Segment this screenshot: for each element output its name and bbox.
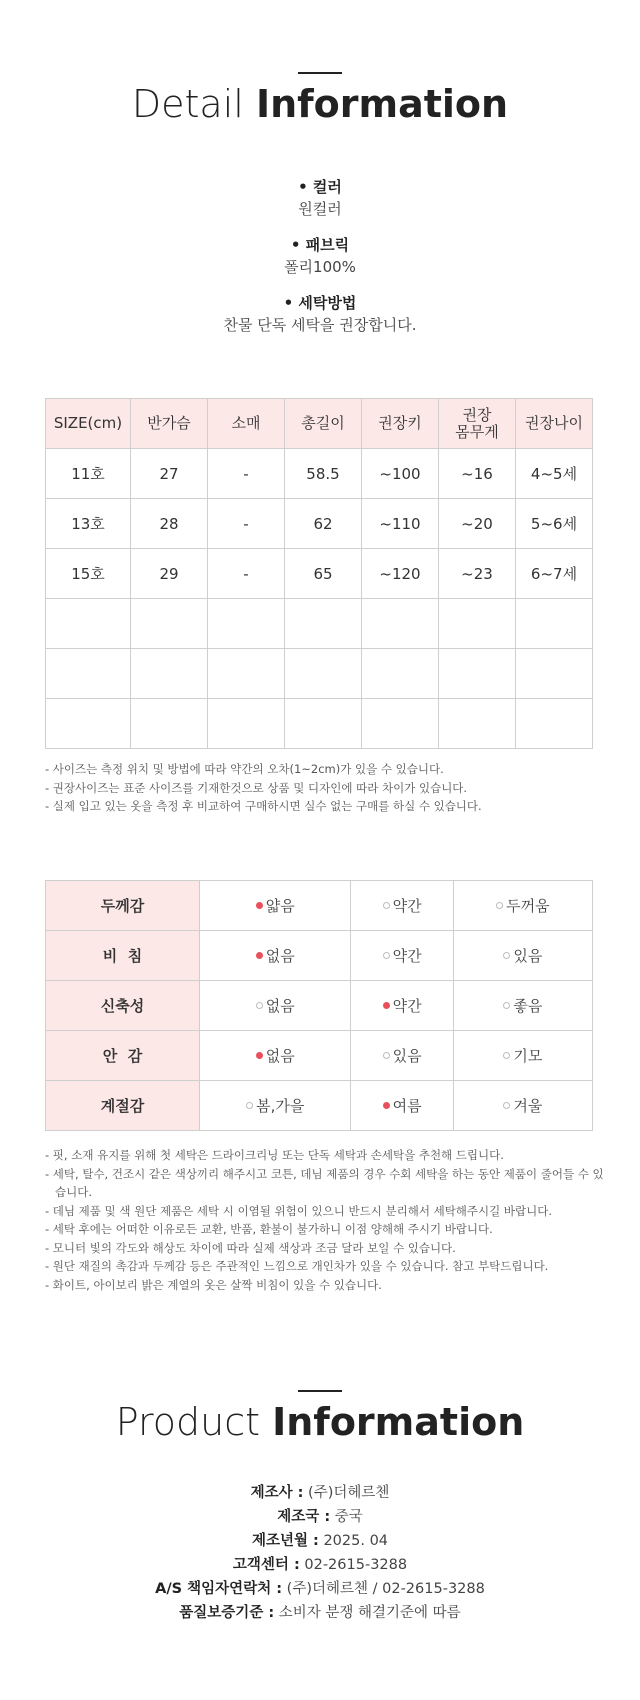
unselected-dot-icon [256,1002,263,1009]
size-notes [45,760,605,816]
care-note: - 세탁 후에는 어떠한 이유로든 교환, 반품, 환불이 불가하니 이점 양해해 주시기 바랍니다. [45,1222,493,1236]
detail-item-value: 폴리100% [284,258,356,276]
size-table-cell: 11호 [46,449,131,499]
size-table-header: 소매 [208,399,285,449]
size-table-cell [285,699,362,749]
selected-dot-icon [256,952,263,959]
size-table-cell [516,649,593,699]
size-table-cell [208,649,285,699]
feel-table-row [46,931,593,981]
product-title [0,1400,640,1444]
unselected-dot-icon [383,952,390,959]
feel-option-label: 약간 [392,947,422,965]
size-table-cell [208,599,285,649]
size-table-cell: 62 [285,499,362,549]
feel-option [351,1031,453,1081]
product-info-value: 02-2615-3288 [299,1557,408,1573]
size-table-header: 권장키 [362,399,439,449]
feel-option [453,931,592,981]
feel-table-row [46,1081,593,1131]
detail-item-color [0,176,640,220]
feel-table-row [46,981,593,1031]
feel-option-label: 없음 [265,947,295,965]
size-table-cell: 29 [131,549,208,599]
feel-option-label: 약간 [392,997,422,1015]
size-table-cell [285,649,362,699]
unselected-dot-icon [503,1052,510,1059]
size-table-cell [131,599,208,649]
size-table-cell: 15호 [46,549,131,599]
product-info-key: 제조사 : [250,1485,304,1501]
selected-dot-icon [256,902,263,909]
product-info-key: 제조국 : [277,1509,331,1525]
size-table-cell [362,599,439,649]
product-title-bold: Information [272,1400,525,1444]
size-table-cell: - [208,499,285,549]
feel-option-label: 여름 [392,1097,422,1115]
size-table-cell [208,699,285,749]
product-info-line [0,1577,640,1601]
feel-table [45,880,593,1131]
feel-label: 두께감 [46,881,200,931]
care-note: - 핏, 소재 유지를 위해 첫 세탁은 드라이크리닝 또는 단독 세탁과 손세탁을 추천해 드립니다. [45,1148,504,1162]
product-info-list [0,1481,640,1625]
size-table [45,398,593,749]
size-table-header: 권장나이 [516,399,593,449]
care-notes [45,1146,605,1294]
size-note: - 권장사이즈는 표준 사이즈를 기재한것으로 상품 및 디자인에 따라 차이가 있습니다. [45,780,468,795]
feel-option [200,881,351,931]
size-note: - 실제 입고 있는 옷을 측정 후 비교하여 구매하시면 실수 없는 구매를 하실 수 있습니다. [45,799,482,813]
size-table-cell: 27 [131,449,208,499]
size-table-cell: 6~7세 [516,549,593,599]
feel-option [351,881,453,931]
feel-option-label: 두꺼움 [506,897,550,915]
size-table-cell [362,649,439,699]
detail-item-head: • 컬러 [298,178,342,196]
feel-label: 계절감 [46,1081,200,1131]
detail-item-head: • 패브릭 [290,236,350,254]
feel-option-label: 있음 [392,1047,422,1065]
size-table-row [46,699,593,749]
feel-option-label: 봄,가을 [256,1097,305,1115]
feel-label: 안 감 [46,1031,200,1081]
size-table-cell: ~20 [439,499,516,549]
selected-dot-icon [256,1052,263,1059]
size-table-header: 반가슴 [131,399,208,449]
size-note: - 사이즈는 측정 위치 및 방법에 따라 약간의 오차(1~2cm)가 있을 수 있습니다. [45,762,444,776]
size-table-cell [46,649,131,699]
size-table-cell: - [208,549,285,599]
selected-dot-icon [383,1102,390,1109]
feel-option [453,981,592,1031]
detail-item-value: 찬물 단독 세탁을 권장합니다. [223,316,417,334]
product-info-value: 소비자 분쟁 해결기준에 따름 [274,1605,461,1621]
product-info-key: 고객센터 : [232,1557,300,1573]
feel-option [200,1081,351,1131]
size-table-cell: 58.5 [285,449,362,499]
unselected-dot-icon [496,902,503,909]
feel-table-row [46,1031,593,1081]
size-table-cell [46,599,131,649]
product-info-line [0,1601,640,1625]
size-table-row [46,649,593,699]
detail-item-head: • 세탁방법 [283,294,357,312]
unselected-dot-icon [246,1102,253,1109]
feel-option-label: 약간 [392,897,422,915]
size-table-cell [46,699,131,749]
selected-dot-icon [383,1002,390,1009]
product-info-key: A/S 책임자연락처 : [155,1581,283,1597]
size-table-cell: 13호 [46,499,131,549]
feel-option-label: 겨울 [513,1097,543,1115]
detail-item-wash [0,292,640,336]
product-info-value: 2025. 04 [318,1533,389,1549]
feel-option [351,981,453,1031]
feel-option-label: 기모 [513,1047,543,1065]
feel-table-row [46,881,593,931]
care-note: - 데님 제품 및 색 원단 제품은 세탁 시 이염될 위험이 있으니 반드시 분리해서 세탁해주시길 바랍니다. [45,1203,552,1218]
size-table-row [46,499,593,549]
size-table-header: 권장 몸무게 [439,399,516,449]
feel-option [200,1031,351,1081]
size-table-cell [131,649,208,699]
size-table-cell: 28 [131,499,208,549]
feel-option [453,1081,592,1131]
feel-label: 비 침 [46,931,200,981]
size-table-cell: ~16 [439,449,516,499]
feel-option-label: 없음 [265,997,295,1015]
size-table-cell [285,599,362,649]
detail-title-bold: Information [255,82,509,126]
product-info-line [0,1529,640,1553]
care-note: - 세탁, 탈수, 건조시 같은 색상끼리 해주시고 코튼, 데님 제품의 경우 수회 세탁을 하는 동안 제품이 줄어들 수 있습니다. [45,1166,604,1199]
size-table-header-row [46,399,593,449]
feel-option-label: 없음 [265,1047,295,1065]
product-title-bar [298,1390,342,1392]
product-info-value: 중국 [330,1509,363,1525]
size-table-row [46,549,593,599]
detail-title [0,82,640,126]
unselected-dot-icon [383,902,390,909]
feel-option [200,981,351,1031]
detail-title-light: Detail [131,82,244,126]
size-table-cell [439,599,516,649]
size-table-cell [516,599,593,649]
detail-item-fabric [0,234,640,278]
feel-option-label: 좋음 [513,997,543,1015]
feel-option [351,931,453,981]
size-table-header: 총길이 [285,399,362,449]
care-note: - 원단 재질의 촉감과 두께감 등은 주관적인 느낌으로 개인차가 있을 수 있습니다. 참고 부탁드립니다. [45,1259,549,1273]
feel-option-label: 얇음 [265,897,295,915]
feel-option [453,1031,592,1081]
detail-item-value: 원컬러 [298,200,342,218]
size-table-row [46,599,593,649]
unselected-dot-icon [383,1052,390,1059]
unselected-dot-icon [503,1002,510,1009]
feel-option [200,931,351,981]
size-table-cell [439,649,516,699]
size-table-cell [131,699,208,749]
size-table-row [46,449,593,499]
size-table-cell: 5~6세 [516,499,593,549]
size-table-cell: - [208,449,285,499]
product-info-line [0,1505,640,1529]
size-table-cell [362,699,439,749]
size-table-cell: ~120 [362,549,439,599]
feel-label: 신축성 [46,981,200,1031]
product-info-line [0,1481,640,1505]
size-table-cell: ~110 [362,499,439,549]
unselected-dot-icon [503,952,510,959]
product-info-value: (주)더헤르첸 / 02-2615-3288 [282,1581,485,1597]
size-table-cell: 65 [285,549,362,599]
product-info-key: 제조년월 : [251,1533,319,1549]
product-info-line [0,1553,640,1577]
size-table-cell: ~23 [439,549,516,599]
feel-option-label: 있음 [513,947,543,965]
size-table-header: SIZE(cm) [46,399,131,449]
product-title-light: Product [115,1400,260,1444]
product-info-key: 품질보증기준 : [179,1605,275,1621]
feel-option [351,1081,453,1131]
size-table-cell [439,699,516,749]
size-table-cell: 4~5세 [516,449,593,499]
care-note: - 모니터 빛의 각도와 해상도 차이에 따라 실제 색상과 조금 달라 보일 수 있습니다. [45,1240,456,1255]
size-table-cell: ~100 [362,449,439,499]
unselected-dot-icon [503,1102,510,1109]
feel-option [453,881,592,931]
care-note: - 화이트, 아이보리 밝은 계열의 옷은 살짝 비침이 있을 수 있습니다. [45,1277,382,1292]
product-info-value: (주)더헤르첸 [303,1485,390,1501]
size-table-cell [516,699,593,749]
detail-title-bar [298,72,342,74]
